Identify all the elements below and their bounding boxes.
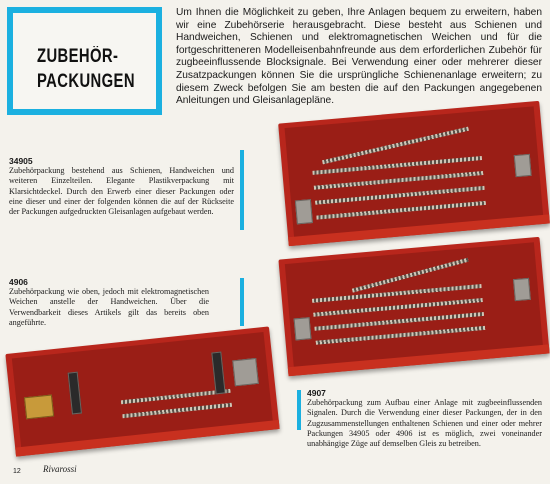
caption-number: 4907	[307, 388, 326, 398]
accent-marker	[297, 390, 301, 430]
product-photo-4907	[5, 326, 279, 456]
accessory-block	[232, 358, 259, 386]
title-box	[7, 7, 162, 115]
brand-logo: Rivarossi	[43, 464, 77, 474]
intro-text: Um Ihnen die Möglichkeit zu geben, Ihre Anlagen bequem zu erweitern, haben wir eine Zubehörserie herausgebracht. Diese besteht aus Schienen und Handweichen, Schienen und elektromagnetischen Weichen und für die fortgeschritteneren Modelleisenbahnfreunde aus dem erforderlichen Zubehör für zugbeeinflussende Blocksignale. Bei Verwendung einer oder mehrerer dieser Zusatzpackungen können Sie die ursprüngliche Schienenanlage erweitern; zu diesem Zweck befolgen Sie am besten die auf den Packungen angegebenen Anleitungen und Gleisanlagepläne.	[176, 7, 542, 107]
page-number: 12	[13, 468, 21, 475]
page-title-line-2: PACKUNGEN	[37, 71, 135, 92]
caption-text: Zubehörpackung bestehend aus Schienen, Handweichen und weiteren Einzelteilen. Elegante Plastikverpackung mit Klarsichtdeckel. Durch den Erwerb einer dieser Packungen oder eine dieser und einer der folgenden können die auf der Rückseite der Packungen aufgedruckten Gleisanlagen aufgebaut werden.	[9, 166, 234, 217]
accessory-block	[24, 394, 54, 419]
caption-4907	[307, 388, 542, 449]
product-photo-4906	[278, 237, 549, 376]
accessory-block	[295, 199, 313, 224]
caption-text: Zubehörpackung zum Aufbau einer Anlage mit zugbeeinflussenden Signalen. Durch die Verwendung einer dieser Packungen, der in den Zugzusammenstellungen enthaltenen Schienen und einer oder mehrer Packungen 34905 oder 4906 ist es möglich, zwei voneinander unabhängige Züge auf demselben Gleis zu betreiben.	[307, 398, 542, 449]
product-photo-34905	[278, 101, 550, 246]
caption-text: Zubehörpackung wie oben, jedoch mit elektromagnetischen Weichen anstelle der Handweichen. Über die Verwendbarkeit dieses Artikels gilt das bereits oben angeführte.	[9, 287, 209, 327]
caption-number: 34905	[9, 156, 33, 166]
accent-marker	[240, 278, 244, 326]
accent-marker	[240, 150, 244, 230]
page-title-line-1: ZUBEHÖR-	[37, 46, 119, 67]
caption-number: 4906	[9, 277, 28, 287]
accessory-block	[514, 154, 532, 177]
caption-34905	[9, 156, 234, 217]
accessory-block	[513, 278, 531, 301]
accessory-block	[294, 317, 312, 340]
caption-4906	[9, 277, 209, 328]
